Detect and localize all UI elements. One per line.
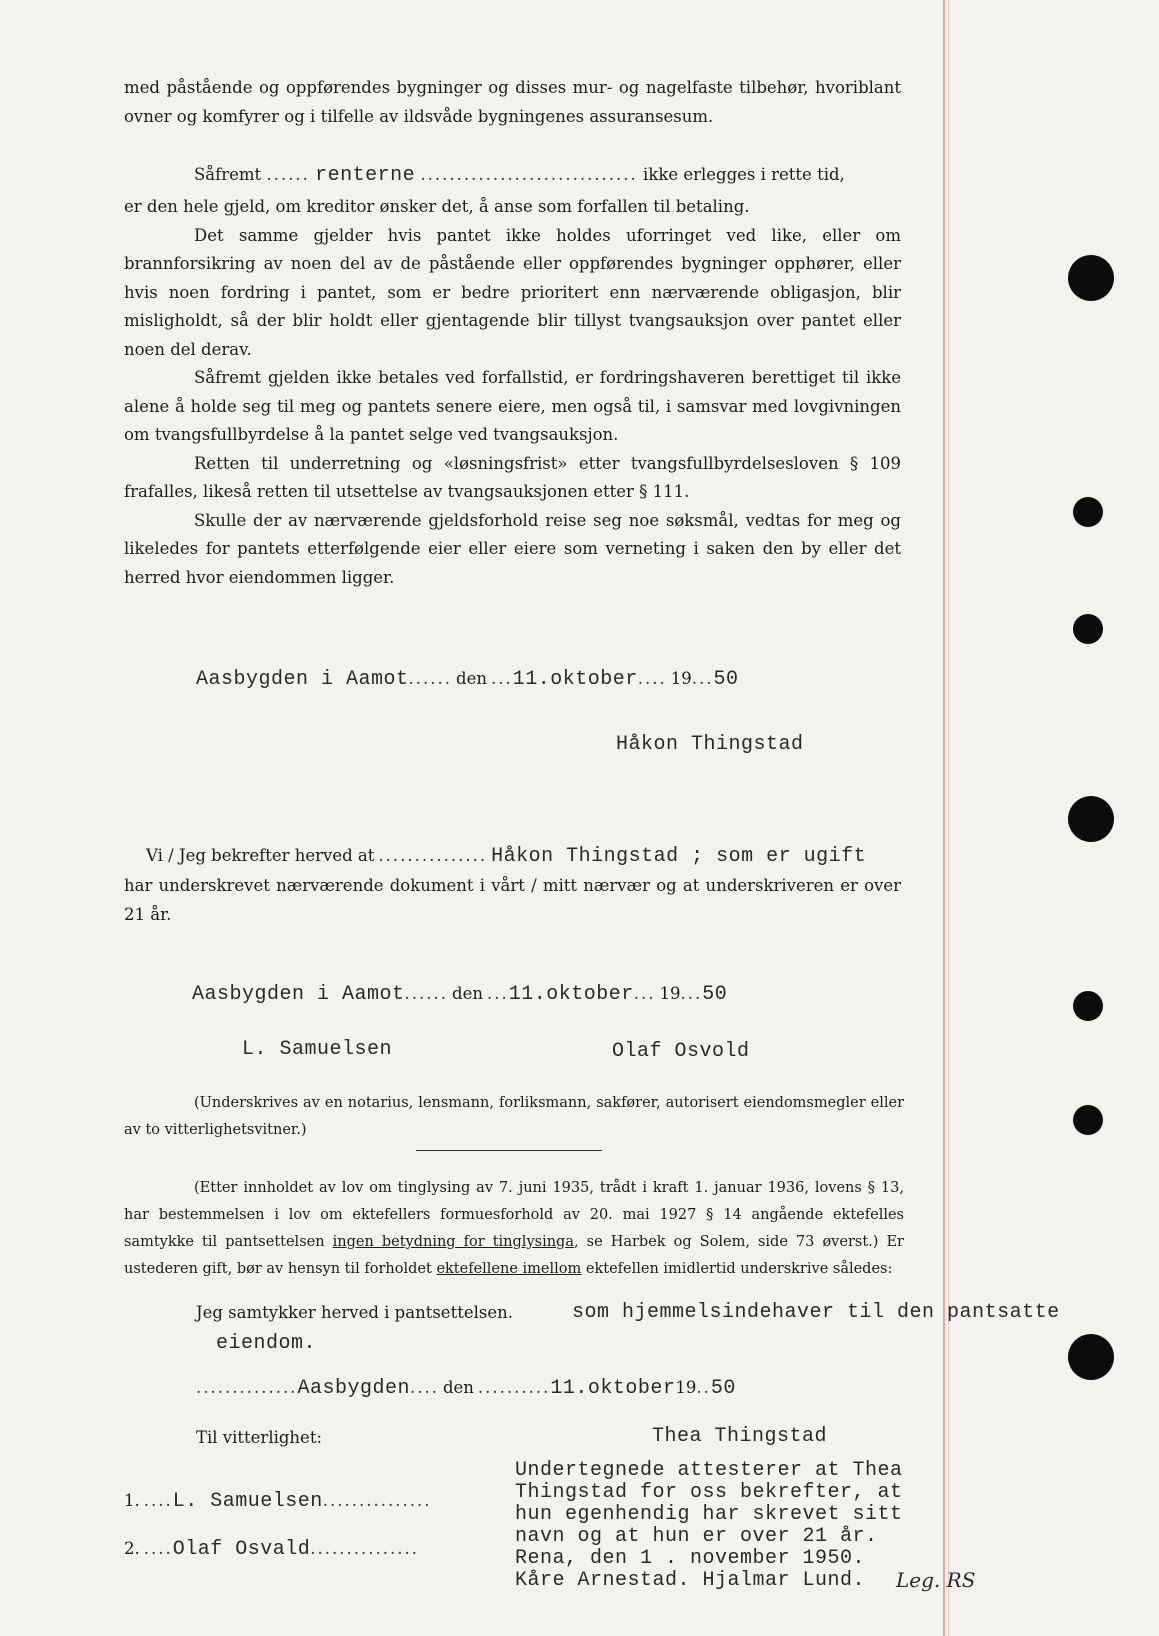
dateline-1-year-prefix: 19 bbox=[670, 669, 692, 688]
dateline-1-year: 50 bbox=[713, 668, 739, 691]
punch-hole bbox=[1073, 614, 1103, 644]
consent-year-prefix: 19 bbox=[675, 1378, 697, 1397]
note-2-part2: , se Harbek og Solem, side 73 øverst.) Er ustederen gift, bør av hensyn til forholdet bbox=[124, 1234, 904, 1277]
handwritten-mark: Leg. RS bbox=[896, 1568, 976, 1592]
punch-hole bbox=[1073, 1105, 1103, 1135]
attestation-line: Thingstad for oss bekrefter, at bbox=[515, 1481, 903, 1504]
paragraph-skulle: Skulle der av nærværende gjeldsforhold reise seg noe søksmål, vedtas for meg og likeledes for pantets etterfølgende eier eller eiere som verneting i saken den by eller det herred hvor eiendommen ligger. bbox=[124, 510, 901, 587]
witness-1-name: L. Samuelsen bbox=[172, 1490, 323, 1513]
witness-2-name: Olaf Osvald bbox=[172, 1538, 311, 1561]
note-2-underlined-2: ektefellene imellom bbox=[436, 1261, 582, 1277]
margin-line bbox=[943, 0, 945, 1636]
consent-typed: som hjemmelsindehaver til den pantsatte bbox=[572, 1301, 1060, 1324]
signature-rule bbox=[416, 1150, 602, 1151]
punch-hole bbox=[1068, 796, 1114, 842]
note-2-part3: ektefellen imidlertid underskrive således: bbox=[585, 1261, 893, 1277]
consent-date: 11.oktober bbox=[550, 1377, 676, 1400]
attestation-line: hun egenhendig har skrevet sitt bbox=[515, 1503, 903, 1526]
dateline-2-place: Aasbygden i Aamot bbox=[192, 983, 405, 1006]
punch-hole bbox=[1073, 497, 1103, 527]
punch-hole bbox=[1073, 991, 1103, 1021]
attest-label: Vi / Jeg bekrefter herved at bbox=[146, 846, 375, 865]
consent-den: den bbox=[442, 1378, 474, 1397]
attestation-line: Undertegnede attesterer at Thea bbox=[515, 1459, 903, 1482]
consent-dateline: ..............Aasbygden.... den ..........11.oktober19..50 bbox=[196, 1377, 736, 1400]
attest-continuation: har underskrevet nærværende dokument i vårt / mitt nærvær og at underskriveren er over 21 år. bbox=[124, 876, 901, 924]
attest-continuation-block bbox=[124, 872, 901, 929]
punch-hole bbox=[1068, 255, 1114, 301]
consent-place: Aasbygden bbox=[297, 1377, 410, 1400]
dateline-1-den: den bbox=[456, 669, 487, 688]
attest-name-fill: Håkon Thingstad ; som er ugift bbox=[491, 845, 867, 868]
saafremt-fill: renterne bbox=[315, 164, 416, 187]
witness-left: L. Samuelsen bbox=[242, 1038, 393, 1061]
vitterlighet-signer: Thea Thingstad bbox=[652, 1425, 828, 1448]
dateline-1-place: Aasbygden i Aamot bbox=[196, 668, 409, 691]
attestation-block bbox=[515, 1460, 903, 1592]
note-1-text: (Underskrives av en notarius, lensmann, forliksmann, sakfører, autorisert eiendomsmegler eller av to vitterlighetsvitner.) bbox=[124, 1095, 904, 1138]
dateline-2: Aasbygden i Aamot...... den ...11.oktober... 19...50 bbox=[192, 983, 728, 1006]
attest-line: Vi / Jeg bekrefter herved at ............... Håkon Thingstad ; som er ugift bbox=[146, 845, 867, 868]
attestation-line: Kåre Arnestad. Hjalmar Lund. bbox=[515, 1569, 866, 1592]
punch-hole bbox=[1068, 1334, 1114, 1380]
terms-paragraphs bbox=[124, 193, 901, 592]
vitterlighet-label: Til vitterlighet: bbox=[196, 1428, 323, 1447]
attestation-line: Rena, den 1 . november 1950. bbox=[515, 1547, 866, 1570]
consent-label: Jeg samtykker herved i pantsettelsen. bbox=[196, 1303, 513, 1322]
consent-typed-2: eiendom. bbox=[216, 1332, 317, 1355]
saafremt-line: Såfremt ...... renterne .............................. ikke erlegges i rette tid, bbox=[194, 164, 845, 187]
paragraph-det-samme: Det samme gjelder hvis pantet ikke holdes uforringet ved like, eller om brannforsikring av noen del av de påstående eller oppførendes bygninger opphører, eller hvis noen fordring i pantet, som er bedre prioritert enn nærværende obligasjon, blir misligholdt, så der blir holdt eller gjentagende blir tillyst tvangsauksjon over pantet eller noen del derav. bbox=[124, 225, 901, 359]
note-2-part1: (Etter innholdet av lov om tinglysing av 7. juni 1935, trådt i kraft 1. januar 1936, lovens § 13, har bestemmelsen i lov om ektefellers formuesforhold av 20. mai 1927 § 14 angående ektefelles samtykke til pantsettelsen bbox=[124, 1180, 904, 1250]
paragraph-saafremt-gjelden: Såfremt gjelden ikke betales ved forfallstid, er fordringshaveren berettiget til ikke alene å holde seg til meg og pantets senere eiere, men også til, i samsvar med lovgivningen om tvangsfullbyrdelse å la pantet selge ved tvangsauksjon. bbox=[124, 368, 901, 444]
dateline-1-date: 11.oktober bbox=[512, 668, 638, 691]
dateline-2-date: 11.oktober bbox=[508, 983, 634, 1006]
saafremt-label: Såfremt bbox=[194, 165, 262, 184]
paragraph-retten: Retten til underretning og «løsningsfrist» etter tvangsfullbyrdelsesloven § 109 frafalles, likeså retten til utsettelse av tvangsauksjonen etter § 111. bbox=[124, 453, 901, 501]
witness-1-number: 1. bbox=[124, 1491, 140, 1510]
dateline-2-year: 50 bbox=[702, 983, 728, 1006]
dateline-2-year-prefix: 19 bbox=[659, 984, 681, 1003]
saafremt-continuation: er den hele gjeld, om kreditor ønsker det, å anse som forfallen til betaling. bbox=[124, 197, 750, 216]
witness-1-line: 1. ....L. Samuelsen............... bbox=[124, 1490, 432, 1513]
attestation-line: navn og at hun er over 21 år. bbox=[515, 1525, 878, 1548]
note-witness-requirements bbox=[124, 1090, 904, 1144]
consent-year: 50 bbox=[710, 1377, 736, 1400]
margin-line-secondary bbox=[948, 0, 949, 1636]
note-tinglysing bbox=[124, 1175, 904, 1283]
witness-2-line: 2. ....Olaf Osvald............... bbox=[124, 1538, 419, 1561]
signer-signature: Håkon Thingstad bbox=[616, 733, 804, 756]
witness-right: Olaf Osvold bbox=[612, 1040, 750, 1063]
intro-paragraph bbox=[124, 74, 901, 131]
dateline-2-den: den bbox=[452, 984, 483, 1003]
witness-2-number: 2. bbox=[124, 1539, 140, 1558]
note-2-underlined-1: ingen betydning for tinglysinga bbox=[332, 1234, 574, 1250]
saafremt-rest: ikke erlegges i rette tid, bbox=[643, 165, 845, 184]
dateline-1: Aasbygden i Aamot...... den ...11.oktober.... 19...50 bbox=[196, 668, 739, 691]
intro-text: med påstående og oppførendes bygninger og disses mur- og nagelfaste tilbehør, hvoriblant ovner og komfyrer og i tilfelle av ildsvåde bygningenes assuransesum. bbox=[124, 78, 901, 126]
